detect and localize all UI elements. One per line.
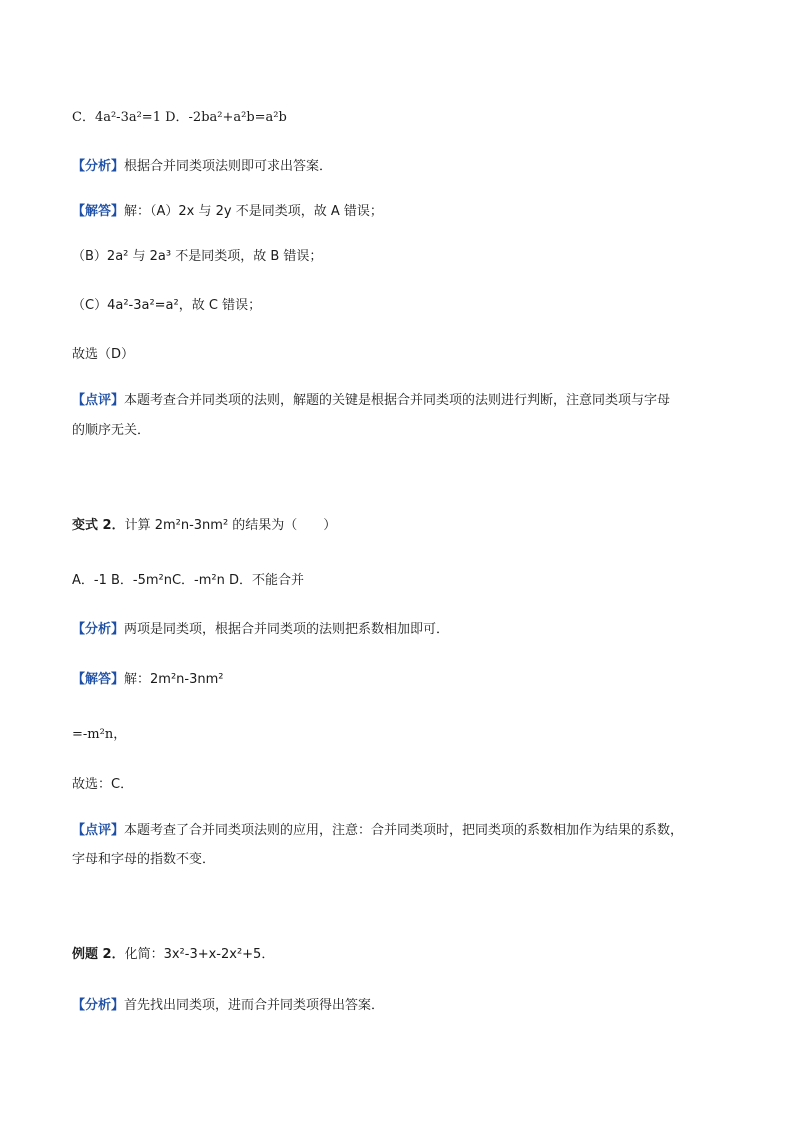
analysis-line-3: 【分析】首先找出同类项，进而合并同类项得出答案． xyxy=(72,998,385,1013)
solution-c-line: （C）4a²-3a²=a²，故 C 错误； xyxy=(72,298,262,313)
solution-line-2: 【解答】解：2m²n-3nm² xyxy=(72,672,224,687)
analysis-line: 【分析】根据合并同类项法则即可求出答案． xyxy=(72,159,333,174)
example-label: 例题 2． xyxy=(72,947,125,962)
choice-line-2: 故选：C． xyxy=(72,777,134,792)
analysis-tag: 【分析】 xyxy=(72,998,125,1013)
solution-line: 【解答】解：（A）2x 与 2y 不是同类项，故 A 错误； xyxy=(72,204,383,219)
question-options: A．-1 B．-5m²nC．-m²n D．不能合并 xyxy=(72,573,305,588)
solution-tag: 【解答】 xyxy=(72,672,125,687)
solution-tag: 【解答】 xyxy=(72,204,125,219)
comment-tag: 【点评】 xyxy=(72,823,125,838)
analysis-line-2: 【分析】两项是同类项，根据合并同类项的法则把系数相加即可． xyxy=(72,622,450,637)
analysis-tag: 【分析】 xyxy=(72,159,125,174)
question-label: 变式 2． xyxy=(72,518,125,533)
analysis-tag: 【分析】 xyxy=(72,622,125,637)
comment-line-2: 的顺序无关． xyxy=(72,423,151,438)
comment-line-2-2: 字母和字母的指数不变． xyxy=(72,852,216,867)
options-c-d: C．4a²-3a²=1 D．-2ba²+a²b=a²b xyxy=(72,110,287,125)
question-title: 变式 2．计算 2m²n-3nm² 的结果为（ ） xyxy=(72,518,337,533)
example-title: 例题 2．化简：3x²-3+x-2x²+5． xyxy=(72,947,275,962)
comment-line-2-1: 【点评】本题考查了合并同类项法则的应用，注意：合并同类项时，把同类项的系数相加作为结果的系数， xyxy=(72,823,684,838)
comment-tag: 【点评】 xyxy=(72,393,125,408)
choice-line: 故选（D） xyxy=(72,347,135,362)
comment-line-1: 【点评】本题考查合并同类项的法则，解题的关键是根据合并同类项的法则进行判断，注意同类项与字母 xyxy=(72,393,671,408)
solution-step: =-m²n， xyxy=(72,727,127,742)
solution-b-line: （B）2a² 与 2a³ 不是同类项，故 B 错误； xyxy=(72,249,323,264)
